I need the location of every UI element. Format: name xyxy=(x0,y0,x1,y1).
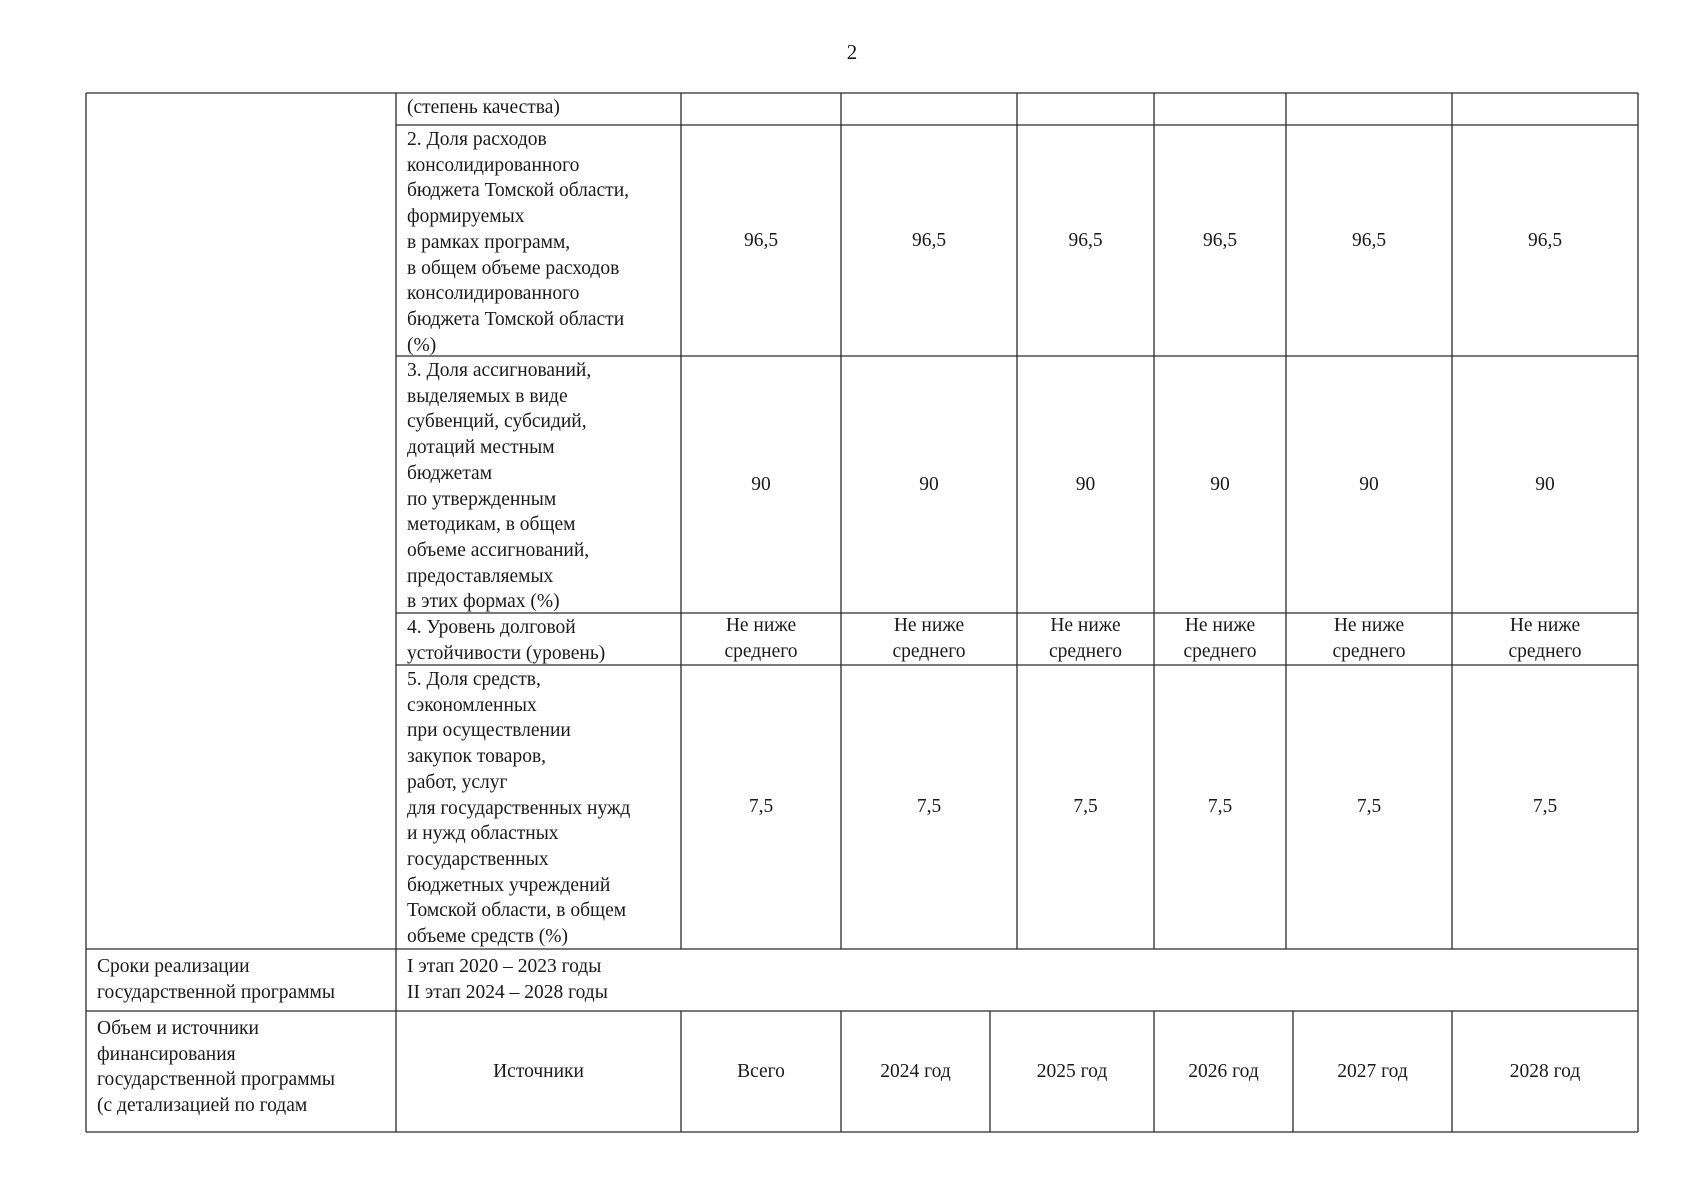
funding-header: Всего xyxy=(737,1060,785,1082)
indicator-value: 96,5 xyxy=(1068,229,1103,251)
funding-header: 2028 год xyxy=(1509,1060,1581,1082)
indicator-value: 7,5 xyxy=(1532,796,1558,818)
indicator-value: 90 xyxy=(1210,473,1230,495)
indicator-value: Не ниже среднего xyxy=(1508,615,1582,662)
funding-header: Источники xyxy=(493,1060,584,1082)
funding-label: Объем и источники финансирования государственной программы (с детализацией по годам xyxy=(97,1018,335,1117)
indicator-value: 96,5 xyxy=(743,229,779,251)
indicator-value: Не ниже среднего xyxy=(1183,615,1257,662)
indicator-label: (степень качества) xyxy=(407,97,560,118)
indicator-value: Не ниже среднего xyxy=(724,615,798,662)
indicator-value: 96,5 xyxy=(1202,229,1238,251)
page-number: 2 xyxy=(846,40,858,64)
indicator-label: 2. Доля расходов консолидированного бюджета Томской области, формируемых в рамках программ, в общем объеме расходов консолидированного бюджета Томской области (%) xyxy=(407,129,630,356)
indicator-label: 4. Уровень долговой устойчивости (уровень) xyxy=(407,617,606,664)
indicator-value: 7,5 xyxy=(1356,796,1382,818)
indicator-value: 7,5 xyxy=(1073,796,1098,818)
indicator-label: 3. Доля ассигнований, выделяемых в виде субвенций, субсидий, дотаций местным бюджетам по утвержденным методикам, в общем объеме ассигнований, предоставляемых в этих формах (%) xyxy=(407,360,592,613)
indicator-value: 90 xyxy=(1075,473,1096,495)
funding-header: 2024 год xyxy=(880,1060,951,1082)
indicator-value: 7,5 xyxy=(748,796,774,818)
indicator-value: 7,5 xyxy=(916,796,942,818)
indicator-value: 90 xyxy=(751,473,771,495)
indicator-value: Не ниже среднего xyxy=(1048,615,1123,662)
indicator-value: 96,5 xyxy=(1351,229,1387,251)
indicator-value: 96,5 xyxy=(1527,229,1563,251)
indicator-label: 5. Доля средств, сэкономленных при осуществлении закупок товаров, работ, услуг для государственных нужд и нужд областных государственных бюджетных учреждений Томской области, в общем объеме средств (%) xyxy=(407,669,631,948)
funding-header: 2026 год xyxy=(1188,1060,1259,1082)
timeline-label: Сроки реализации государственной программы xyxy=(97,956,335,1003)
funding-header: 2025 год xyxy=(1036,1060,1108,1082)
indicator-value: Не ниже среднего xyxy=(1332,615,1406,662)
indicator-value: 90 xyxy=(1535,473,1555,495)
timeline-value: I этап 2020 – 2023 годы II этап 2024 – 2028 годы xyxy=(407,956,608,1003)
indicator-value: 90 xyxy=(1359,473,1379,495)
indicator-value: 90 xyxy=(919,473,939,495)
funding-header: 2027 год xyxy=(1337,1060,1408,1082)
indicator-value: 96,5 xyxy=(911,229,947,251)
indicator-value: Не ниже среднего xyxy=(892,615,966,662)
indicator-value: 7,5 xyxy=(1207,796,1233,818)
